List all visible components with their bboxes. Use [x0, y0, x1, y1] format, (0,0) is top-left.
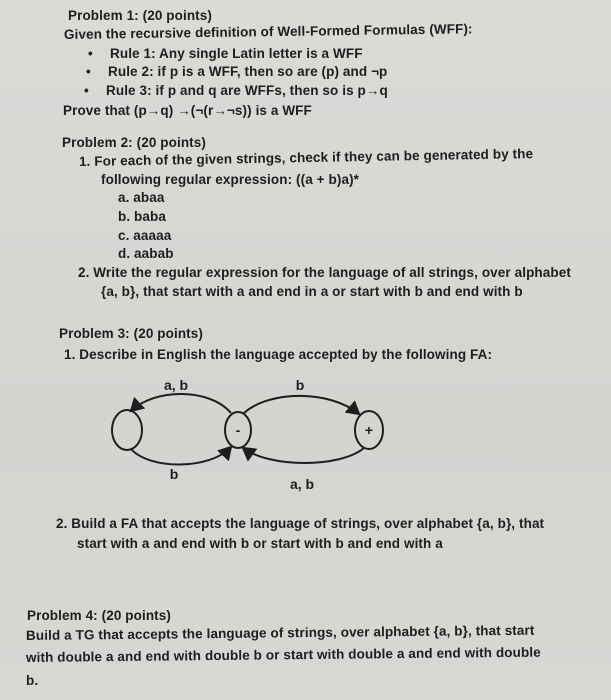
- fa-state-left: [112, 410, 142, 450]
- fa-edge-top-left: [131, 394, 231, 413]
- fa-label-top-left: a, b: [163, 377, 189, 393]
- problem-2-q2-line2: {a, b}, that start with a and end in a or start with b and end with b: [101, 284, 523, 299]
- option-b: b. baba: [118, 209, 166, 224]
- option-c: c. aaaaa: [118, 228, 172, 243]
- problem-4-line3: b.: [26, 673, 39, 688]
- problem-2-title: Problem 2: (20 points): [62, 135, 206, 150]
- option-d: d. aabab: [118, 246, 174, 261]
- problem-1-intro: Given the recursive definition of Well-Formed Formulas (WFF):: [63, 21, 473, 42]
- fa-final-marker: +: [364, 422, 374, 438]
- fa-edge-bottom-left: [131, 447, 231, 465]
- problem-2-q2-line1: 2. Write the regular expression for the language of all strings, over alphabet: [78, 265, 571, 280]
- problem-1-title: Problem 1: (20 points): [68, 8, 212, 23]
- problem-3-q2-line1: 2. Build a FA that accepts the language of strings, over alphabet {a, b}, that: [56, 516, 545, 531]
- problem-2-q1-line1: 1. For each of the given strings, check if they can be generated by the: [78, 146, 534, 169]
- fa-start-marker: -: [235, 422, 241, 438]
- rule-2: • Rule 2: if p is a WFF, then so are (p) and ¬p: [108, 64, 387, 80]
- problem-1-task: Prove that (p→q) →(¬(r→¬s)) is a WFF: [63, 103, 312, 118]
- problem-3-q2-line2: start with a and end with b or start with b and end with a: [77, 536, 443, 551]
- problem-4-line1: Build a TG that accepts the language of strings, over alphabet {a, b}, that start: [25, 622, 535, 643]
- fa-label-top-right: b: [295, 377, 305, 393]
- option-a: a. abaa: [118, 190, 165, 205]
- fa-edge-bottom-right: [243, 448, 364, 463]
- problem-3-q1: 1. Describe in English the language accepted by the following FA:: [64, 347, 493, 362]
- problem-4-line2: with double a and end with double b or start with double a and end with double: [25, 644, 541, 665]
- fa-label-bottom-right: a, b: [289, 476, 315, 492]
- fa-label-bottom-left: b: [169, 466, 179, 482]
- problem-4-title: Problem 4: (20 points): [27, 608, 171, 623]
- problem-2-q1-line2: following regular expression: ((a + b)a)*: [101, 172, 360, 187]
- rule-1: • Rule 1: Any single Latin letter is a WFF: [110, 46, 363, 62]
- problem-3-title: Problem 3: (20 points): [59, 326, 203, 341]
- fa-edge-top-right: [244, 396, 359, 414]
- rule-3: • Rule 3: if p and q are WFFs, then so is p→q: [106, 83, 388, 99]
